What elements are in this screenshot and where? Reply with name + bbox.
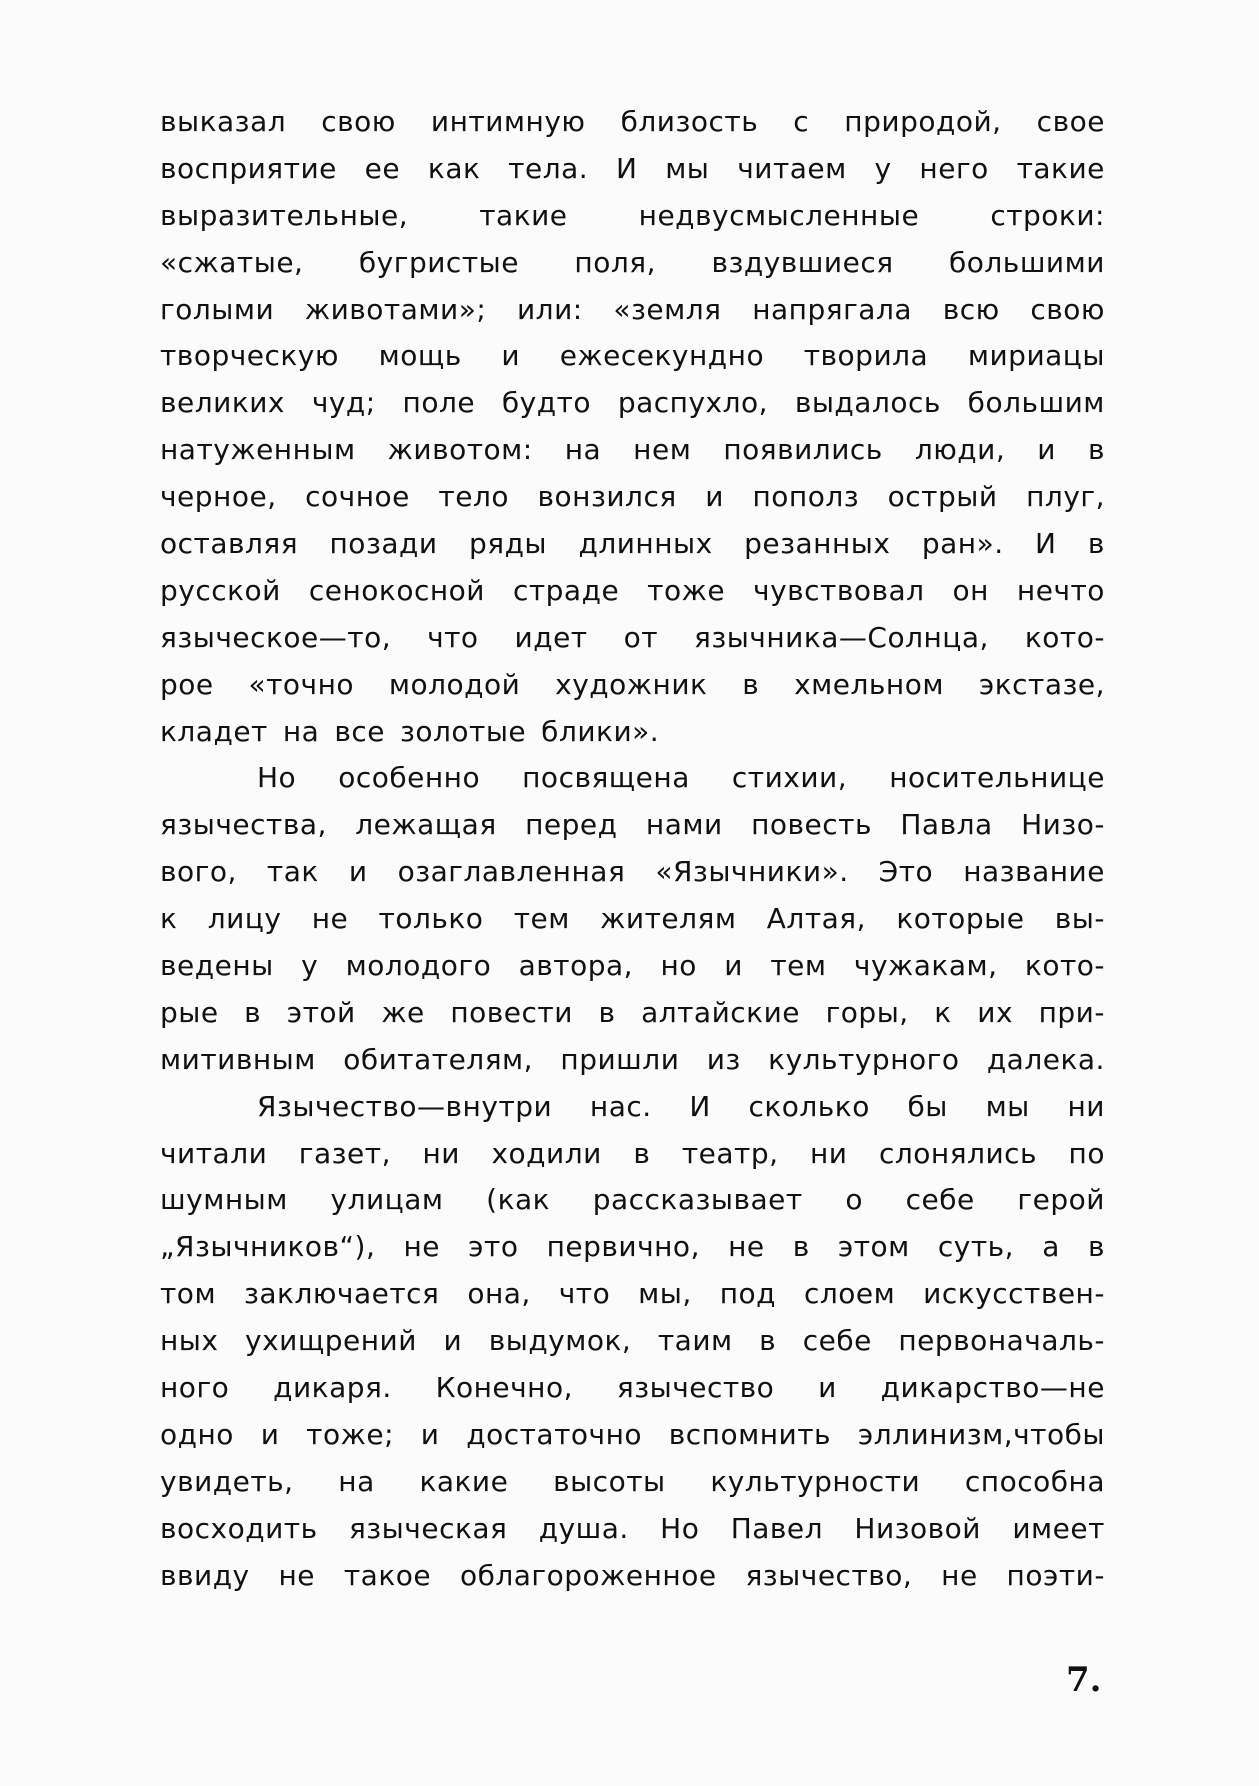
text-line: кладет на все золотые блики». xyxy=(160,714,660,748)
text-line: ного дикаря. Конечно, язычество и дикарство—не xyxy=(160,1371,1105,1405)
text-line: читали газет, ни ходили в театр, ни слонялись по xyxy=(160,1136,1105,1170)
text-line: к лицу не только тем жителям Алтая, которые вы- xyxy=(160,902,1105,936)
text-line: ведены у молодого автора, но и тем чужакам, кото- xyxy=(160,949,1105,983)
text-line: Язычество—внутри нас. И сколько бы мы ни xyxy=(257,1089,1105,1123)
text-line: „Язычников“), не это первично, не в этом суть, а в xyxy=(160,1230,1105,1264)
text-line: творческую мощь и ежесекундно творила мириацы xyxy=(160,339,1105,373)
text-line: оставляя позади ряды длинных резанных ран». И в xyxy=(160,527,1105,561)
text-line: вого, так и озаглавленная «Язычники». Это название xyxy=(160,855,1105,889)
text-line: восходить языческая душа. Но Павел Низовой имеет xyxy=(160,1511,1105,1545)
text-line: восприятие ее как тела. И мы читаем у него такие xyxy=(160,151,1105,185)
text-line: голыми животами»; или: «земля напрягала всю свою xyxy=(160,292,1105,326)
text-line: натуженным животом: на нем появились люди, и в xyxy=(160,433,1105,467)
text-line: рые в этой же повести в алтайские горы, к их при- xyxy=(160,995,1105,1029)
text-line: языческое—то, что идет от язычника—Солнца, кото- xyxy=(160,620,1105,654)
text-line: рое «точно молодой художник в хмельном экстазе, xyxy=(160,667,1105,701)
text-line: митивным обитателям, пришли из культурного далека. xyxy=(160,1042,1105,1076)
text-line: увидеть, на какие высоты культурности способна xyxy=(160,1464,1105,1498)
page-number: 7. xyxy=(1066,1660,1102,1700)
text-line: русской сенокосной страде тоже чувствовал он нечто xyxy=(160,573,1105,607)
text-line: выказал свою интимную близость с природой, свое xyxy=(160,105,1105,138)
text-line: ввиду не такое облагороженное язычество, не поэти- xyxy=(160,1558,1105,1592)
text-line: Но особенно посвящена стихии, носительнице xyxy=(257,761,1105,795)
text-line: «сжатые, бугристые поля, вздувшиеся большими xyxy=(160,245,1105,279)
text-line: черное, сочное тело вонзился и пополз острый плуг, xyxy=(160,480,1105,514)
text-line: одно и тоже; и достаточно вспомнить эллинизм,чтобы xyxy=(160,1417,1105,1451)
text-line: том заключается она, что мы, под слоем искусствен- xyxy=(160,1277,1105,1311)
text-line: великих чуд; поле будто распухло, выдалось большим xyxy=(160,386,1105,420)
text-line: выразительные, такие недвусмысленные строки: xyxy=(160,198,1105,232)
text-line: ных ухищрений и выдумок, таим в себе первоначаль- xyxy=(160,1324,1105,1358)
text-line: язычества, лежащая перед нами повесть Павла Низо- xyxy=(160,808,1105,842)
text-line: шумным улицам (как рассказывает о себе герой xyxy=(160,1183,1105,1217)
body-text xyxy=(160,105,1105,1606)
